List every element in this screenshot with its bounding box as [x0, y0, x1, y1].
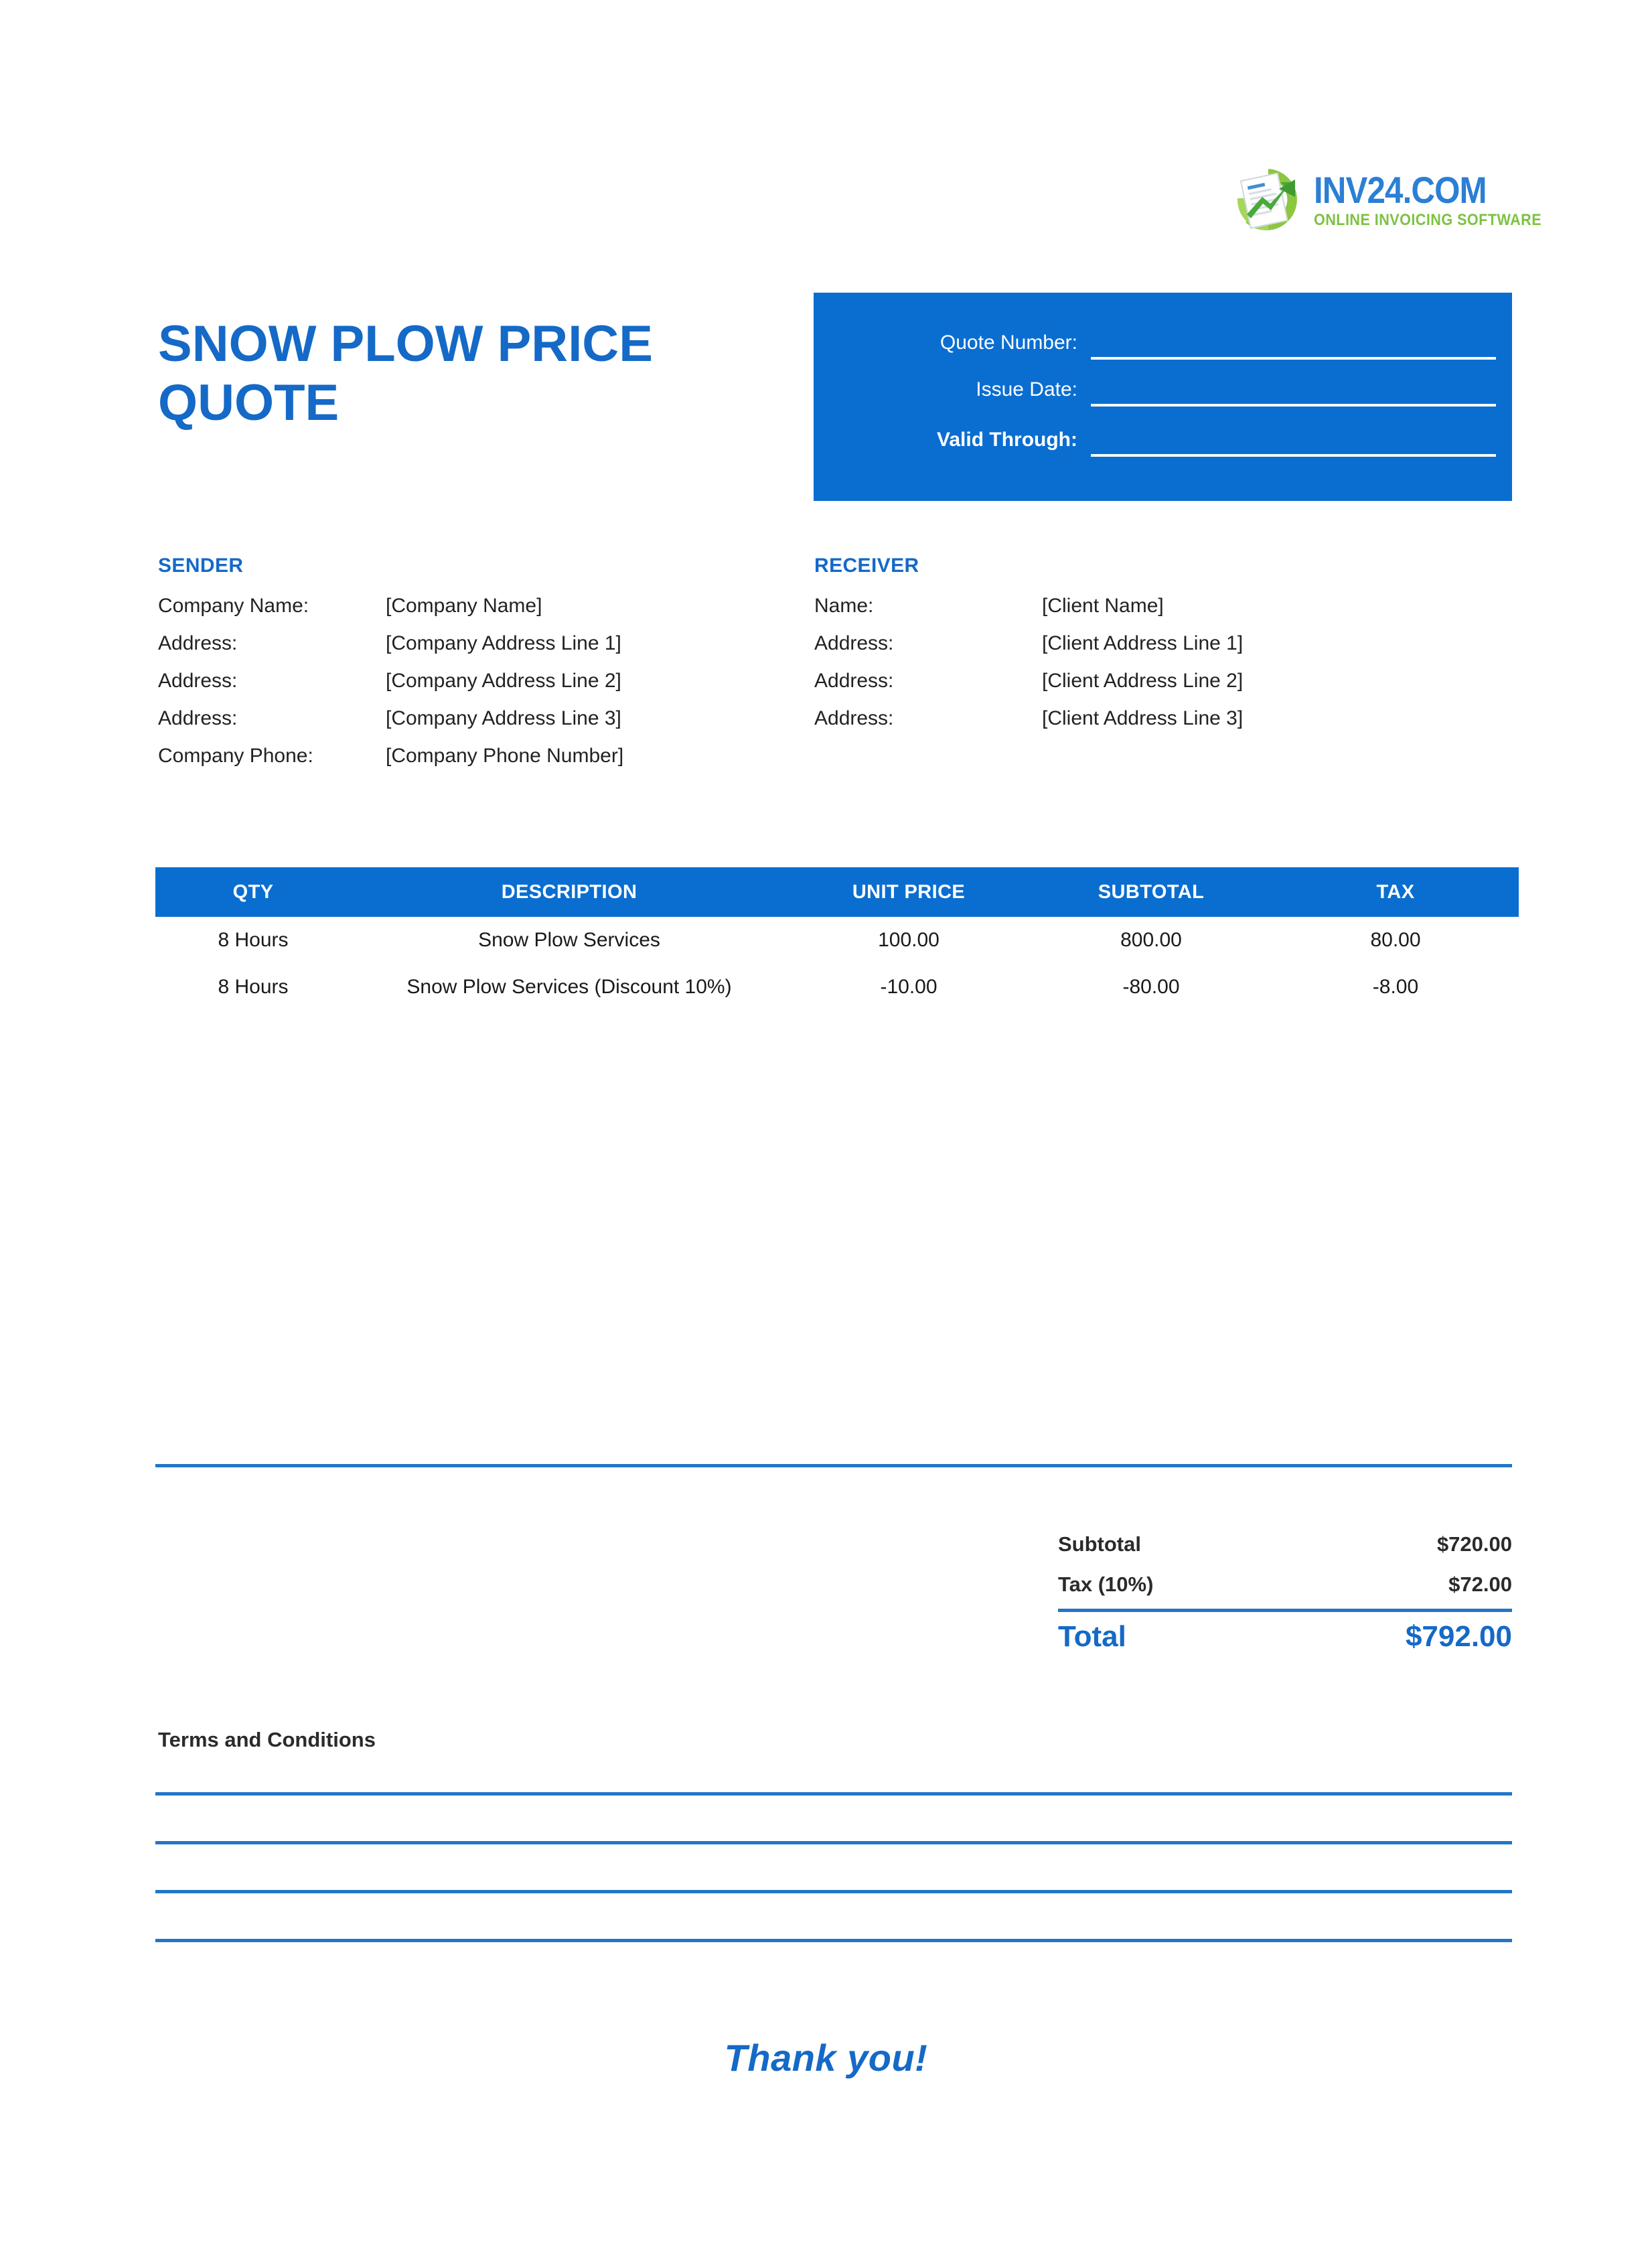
receiver-address-3-row [814, 707, 1511, 730]
quote-info-box [814, 293, 1512, 501]
tax-value: $72.00 [1448, 1573, 1512, 1596]
line-items-body [155, 917, 1519, 1011]
sender-address-3-label: Address: [158, 707, 238, 729]
subtotal-label: Subtotal [1058, 1532, 1141, 1556]
receiver-address-2-value[interactable]: [Client Address Line 2] [1042, 670, 1244, 692]
cell-tax: 80.00 [1370, 929, 1421, 951]
sender-heading: SENDER [158, 555, 244, 577]
logo-subtitle: ONLINE INVOICING SOFTWARE [1314, 210, 1542, 229]
quote-number-label: Quote Number: [940, 332, 1077, 354]
subtotal-value: $720.00 [1436, 1532, 1512, 1556]
receiver-address-3-value[interactable]: [Client Address Line 3] [1042, 707, 1244, 729]
sender-block [158, 555, 814, 782]
subtotal-row [1058, 1526, 1512, 1566]
cell-tax: -8.00 [1372, 976, 1419, 998]
inv24-logo-mark-icon [1231, 165, 1306, 234]
cell-subtotal: -80.00 [1122, 976, 1180, 998]
receiver-heading: RECEIVER [814, 555, 919, 577]
page-title: SNOW PLOW PRICE QUOTE [158, 315, 653, 432]
receiver-address-3-label: Address: [814, 707, 894, 729]
receiver-block [814, 555, 1511, 745]
sender-address-2-value[interactable]: [Company Address Line 2] [386, 670, 621, 692]
receiver-name-label: Name: [814, 595, 874, 617]
receiver-address-2-row [814, 670, 1511, 692]
issue-date-input[interactable] [1091, 374, 1496, 407]
valid-through-label: Valid Through: [937, 429, 1077, 451]
receiver-address-2-label: Address: [814, 670, 894, 692]
receiver-name-row [814, 595, 1511, 617]
tax-label: Tax (10%) [1058, 1573, 1154, 1596]
column-header-qty[interactable]: QTY [155, 867, 351, 917]
inv24-logo[interactable] [1231, 163, 1542, 236]
line-items-header [155, 867, 1519, 917]
terms-write-line[interactable] [155, 1890, 1512, 1893]
sender-address-3-value[interactable]: [Company Address Line 3] [386, 707, 621, 729]
sender-phone-row [158, 745, 814, 767]
thank-you-message: Thank you! [724, 2037, 928, 2079]
sender-company-name-label: Company Name: [158, 595, 309, 617]
terms-and-conditions-title: Terms and Conditions [158, 1728, 376, 1751]
terms-write-line[interactable] [155, 1841, 1512, 1844]
issue-date-label: Issue Date: [976, 378, 1077, 400]
totals-separator-rule [155, 1464, 1512, 1467]
receiver-address-1-label: Address: [814, 632, 894, 654]
terms-write-line[interactable] [155, 1792, 1512, 1796]
column-header-description[interactable]: DESCRIPTION [351, 867, 787, 917]
logo-wordmark [1314, 168, 1567, 229]
sender-address-2-row [158, 670, 814, 692]
valid-through-input[interactable] [1091, 425, 1496, 457]
cell-description: Snow Plow Services (Discount 10%) [406, 976, 732, 998]
cell-qty: 8 Hours [218, 976, 289, 998]
valid-through-row [814, 425, 1512, 470]
terms-and-conditions-lines [155, 1792, 1512, 1988]
receiver-address-1-row [814, 632, 1511, 655]
sender-address-1-label: Address: [158, 632, 238, 654]
terms-write-line[interactable] [155, 1939, 1512, 1942]
cell-description: Snow Plow Services [478, 929, 660, 951]
table-header-row [155, 867, 1519, 917]
sender-address-3-row [158, 707, 814, 730]
totals-block [1058, 1526, 1512, 1663]
sender-company-name-row [158, 595, 814, 617]
total-value: $792.00 [1405, 1620, 1512, 1653]
quote-number-row [814, 327, 1512, 373]
sender-address-1-row [158, 632, 814, 655]
receiver-name-value[interactable]: [Client Name] [1042, 595, 1164, 617]
cell-qty: 8 Hours [218, 929, 289, 951]
grand-total-row [1058, 1609, 1512, 1663]
table-row [155, 917, 1519, 964]
tax-row [1058, 1566, 1512, 1606]
cell-unit-price: 100.00 [878, 929, 940, 951]
logo-title: INV24.COM [1314, 168, 1487, 211]
total-label: Total [1058, 1620, 1126, 1653]
sender-phone-label: Company Phone: [158, 745, 313, 767]
line-items-table [155, 867, 1519, 1011]
sender-address-2-label: Address: [158, 670, 238, 692]
table-row [155, 964, 1519, 1011]
sender-address-1-value[interactable]: [Company Address Line 1] [386, 632, 621, 654]
column-header-tax[interactable]: TAX [1272, 867, 1519, 917]
issue-date-row [814, 374, 1512, 420]
quote-number-input[interactable] [1091, 327, 1496, 360]
column-header-subtotal[interactable]: SUBTOTAL [1030, 867, 1272, 917]
column-header-unit-price[interactable]: UNIT PRICE [787, 867, 1030, 917]
sender-company-name-value[interactable]: [Company Name] [386, 595, 542, 617]
cell-unit-price: -10.00 [880, 976, 937, 998]
cell-subtotal: 800.00 [1120, 929, 1182, 951]
sender-phone-value[interactable]: [Company Phone Number] [386, 745, 624, 767]
receiver-address-1-value[interactable]: [Client Address Line 1] [1042, 632, 1244, 654]
